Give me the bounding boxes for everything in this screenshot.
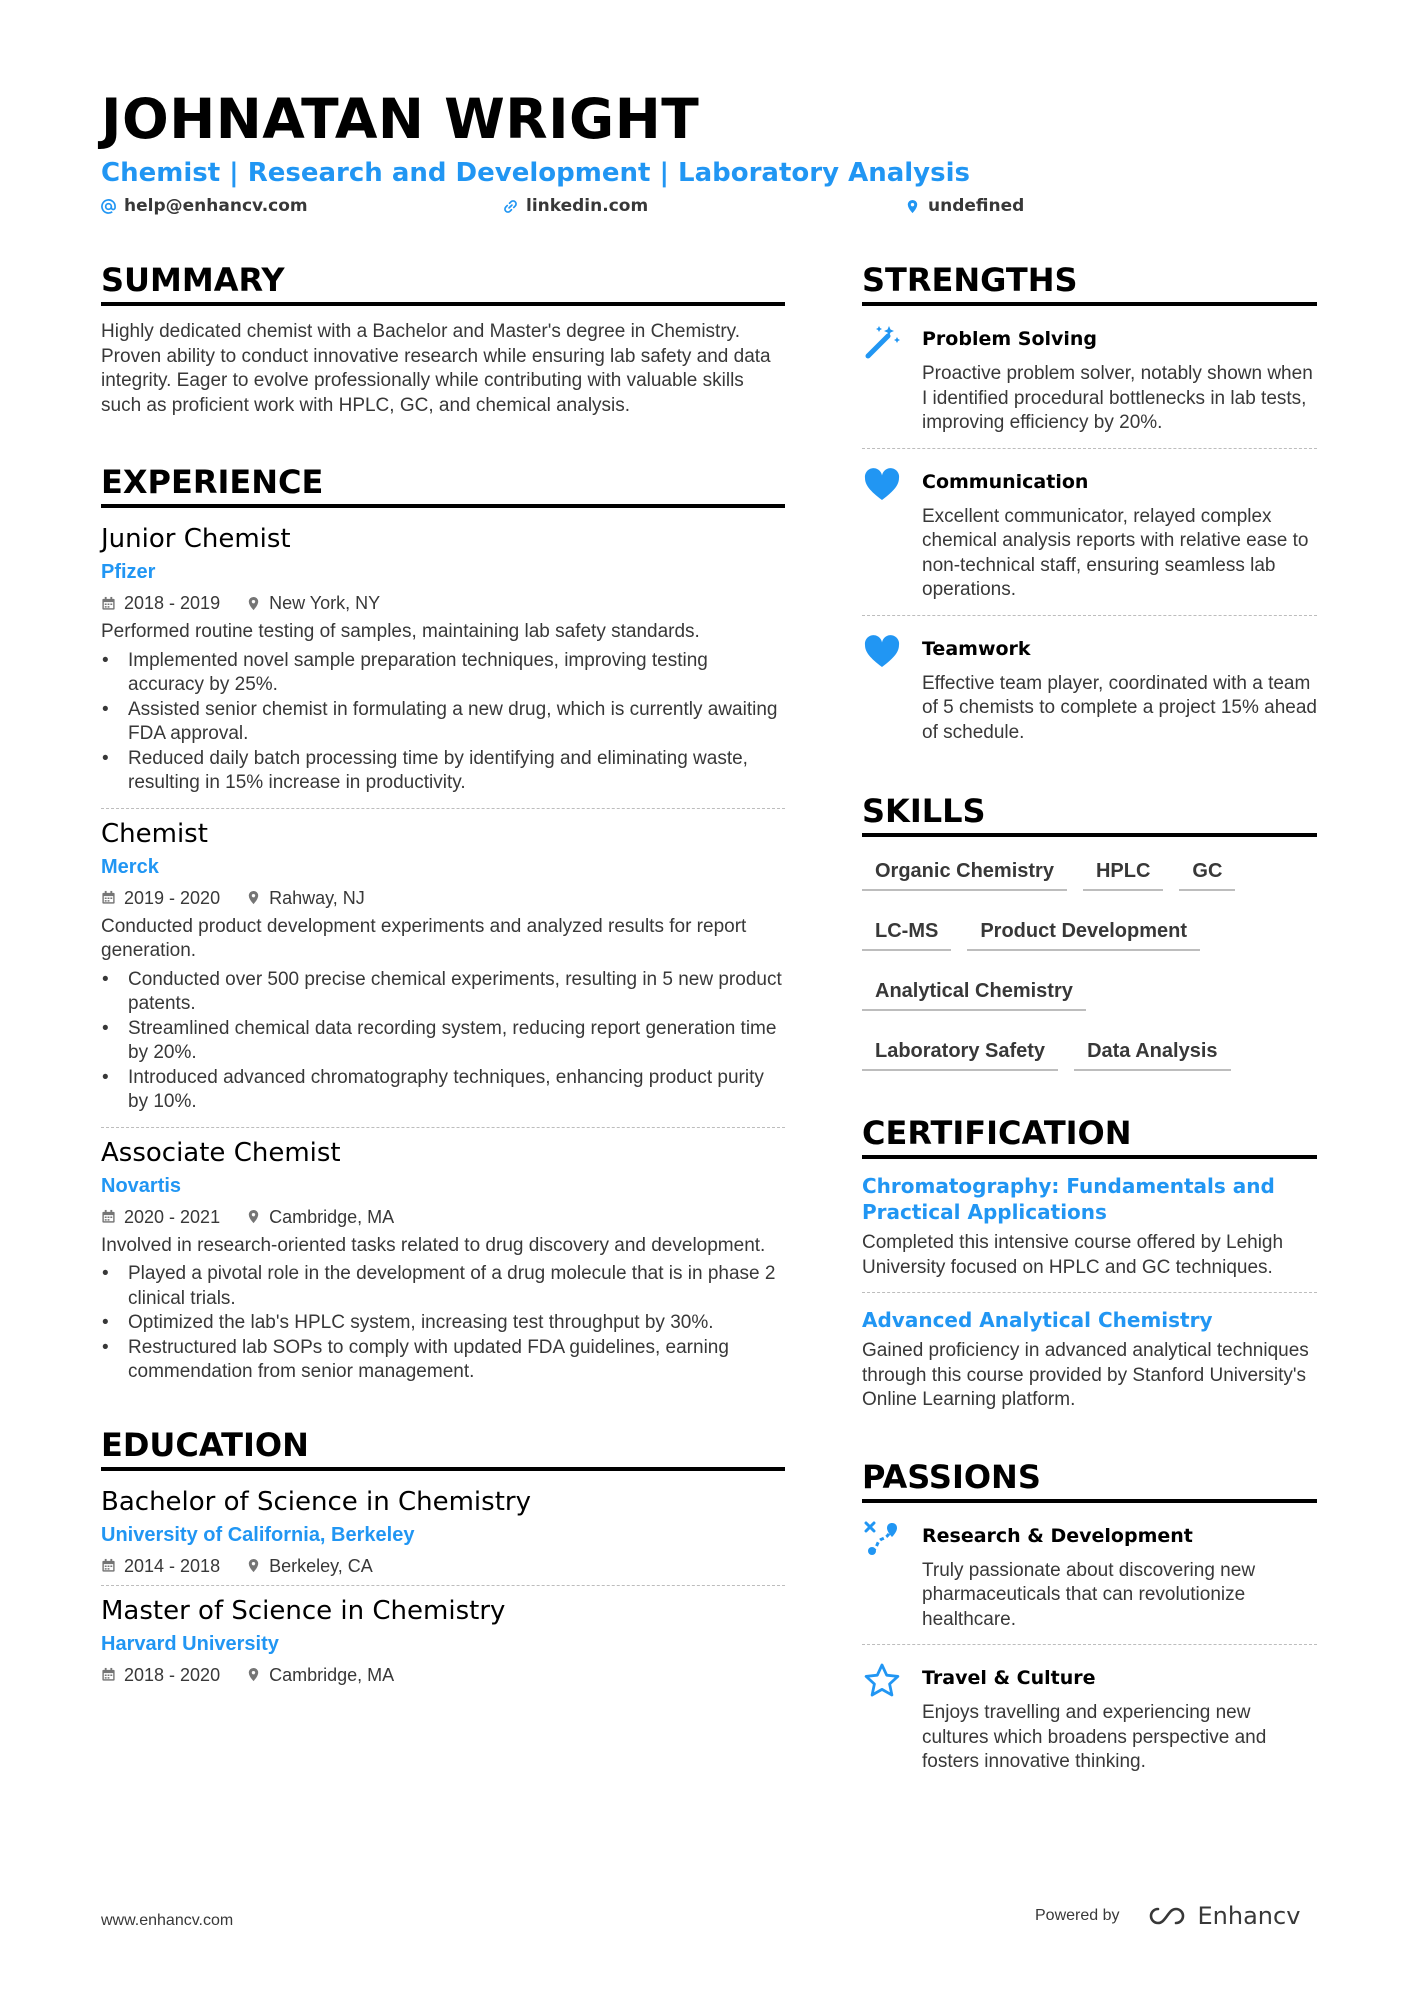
job-summary: Involved in research-oriented tasks related to drug discovery and development. <box>101 1234 766 1256</box>
skill-tag: Analytical Chemistry <box>862 971 1086 1011</box>
job-entry <box>101 1136 785 1385</box>
job-dates-text: 2020 - 2021 <box>124 1206 221 1227</box>
skill-tag: GC <box>1179 851 1235 891</box>
passion-text: Enjoys travelling and experiencing new cultures which broadens perspective and fosters innovative thinking. <box>922 1702 1267 1772</box>
job-meta <box>101 590 785 616</box>
location-pin-icon <box>246 1558 261 1573</box>
certification-section <box>862 1113 1317 1413</box>
job-bullet: • Optimized the lab's HPLC system, increasing test throughput by 30%. <box>128 1311 785 1336</box>
job-bullet: • Implemented novel sample preparation techniques, improving testing accuracy by 25%. <box>128 649 785 698</box>
enhancv-brand-text: Enhancv <box>1197 1902 1301 1930</box>
strength-title: Teamwork <box>922 637 1031 660</box>
footer-website[interactable]: www.enhancv.com <box>101 1912 234 1929</box>
summary-text: Highly dedicated chemist with a Bachelor and Master's degree in Chemistry. Proven ability to conduct innovative research while ensuring lab safety and data integrity. Eager to evolve professionally while contributing with valuable skills such as proficient work with HPLC, GC, and chemical analysis. <box>101 321 771 416</box>
heart-icon <box>862 463 906 603</box>
strength-title: Communication <box>922 470 1089 493</box>
skill-tag: Data Analysis <box>1074 1031 1230 1071</box>
education-meta <box>101 1662 785 1688</box>
contact-email[interactable] <box>101 196 308 216</box>
contact-row <box>101 196 1321 222</box>
certification-text: Gained proficiency in advanced analytical techniques through this course provided by Stanford University's Online Learning platform. <box>862 1340 1309 1410</box>
certification-text: Completed this intensive course offered by Lehigh University focused on HPLC and GC techniques. <box>862 1232 1284 1278</box>
passion-title: Research & Development <box>922 1524 1193 1547</box>
location-text: undefined <box>928 196 1025 216</box>
certification-heading: CERTIFICATION <box>862 1113 1317 1159</box>
summary-section <box>101 260 785 418</box>
strength-item <box>862 320 1317 436</box>
job-entry <box>101 522 785 796</box>
linkedin-text: linkedin.com <box>526 196 649 216</box>
job-bullet: • Restructured lab SOPs to comply with updated FDA guidelines, earning commendation from senior management. <box>128 1336 785 1385</box>
strengths-section <box>862 260 1317 745</box>
resume-header <box>101 86 1321 222</box>
education-entry <box>101 1485 785 1579</box>
star-icon <box>862 1659 906 1775</box>
strength-title: Problem Solving <box>922 328 1098 350</box>
certification-item <box>862 1307 1317 1413</box>
education-dates <box>101 1662 220 1688</box>
footer-branding <box>1035 1902 1300 1930</box>
calendar-icon <box>101 596 116 611</box>
experience-heading: EXPERIENCE <box>101 462 785 508</box>
calendar-icon <box>101 890 116 905</box>
job-bullet: • Introduced advanced chromatography techniques, enhancing product purity by 10%. <box>128 1066 785 1115</box>
divider <box>862 615 1317 616</box>
education-dates <box>101 1553 220 1579</box>
school-name: Harvard University <box>101 1632 279 1655</box>
education-heading: EDUCATION <box>101 1425 785 1471</box>
job-summary: Performed routine testing of samples, maintaining lab safety standards. <box>101 621 700 642</box>
skill-tag: Product Development <box>967 911 1200 951</box>
right-column <box>862 260 1317 1819</box>
education-location <box>246 1553 373 1579</box>
passion-item <box>862 1517 1317 1633</box>
education-meta <box>101 1553 785 1579</box>
strength-text: Proactive problem solver, notably shown when I identified procedural bottlenecks in lab tests, improving efficiency by 20%. <box>922 363 1313 433</box>
at-icon <box>101 199 116 214</box>
passion-item <box>862 1659 1317 1775</box>
passions-section <box>862 1457 1317 1775</box>
divider <box>101 808 785 809</box>
job-location-text: Cambridge, MA <box>269 1206 395 1227</box>
calendar-icon <box>101 1558 116 1573</box>
divider <box>862 448 1317 449</box>
experience-section <box>101 462 785 1385</box>
job-location-text: Rahway, NJ <box>269 887 365 908</box>
education-location-text: Berkeley, CA <box>269 1555 373 1576</box>
job-bullets <box>101 968 785 1115</box>
degree-title: Bachelor of Science in Chemistry <box>101 1486 531 1517</box>
job-bullet: • Conducted over 500 precise chemical experiments, resulting in 5 new product patents. <box>128 968 785 1017</box>
strength-text: Effective team player, coordinated with a team of 5 chemists to complete a project 15% ahead of schedule. <box>922 672 1318 743</box>
left-column <box>101 260 785 1732</box>
enhancv-logo-icon <box>1144 1905 1190 1927</box>
job-location <box>246 590 380 616</box>
education-location <box>246 1662 394 1688</box>
job-bullet: • Played a pivotal role in the development of a drug molecule that is in phase 2 clinical trials. <box>128 1262 785 1311</box>
education-section <box>101 1425 785 1688</box>
certification-title: Chromatography: Fundamentals and Practical Applications <box>862 1174 1275 1224</box>
job-bullets <box>101 649 785 796</box>
job-bullet: • Streamlined chemical data recording system, reducing report generation time by 20%. <box>128 1017 785 1066</box>
certification-item <box>862 1173 1317 1280</box>
strength-text: Excellent communicator, relayed complex chemical analysis reports with relative ease to non-technical staff, ensuring seamless lab operations. <box>922 505 1309 600</box>
magic-wand-icon <box>862 320 906 436</box>
heart-icon <box>862 630 906 746</box>
job-role: Associate Chemist <box>101 1137 341 1168</box>
location-pin-icon <box>246 1209 261 1224</box>
job-bullet: • Reduced daily batch processing time by identifying and eliminating waste, resulting in 15% increase in productivity. <box>128 747 785 796</box>
calendar-icon <box>101 1209 116 1224</box>
strengths-heading: STRENGTHS <box>862 260 1317 306</box>
school-name: University of California, Berkeley <box>101 1523 415 1546</box>
job-bullets <box>101 1262 785 1385</box>
job-company: Novartis <box>101 1174 182 1197</box>
strength-item <box>862 630 1317 746</box>
education-entry <box>101 1594 785 1688</box>
job-dates <box>101 1204 220 1230</box>
passions-heading: PASSIONS <box>862 1457 1317 1503</box>
education-location-text: Cambridge, MA <box>269 1664 395 1685</box>
passion-title: Travel & Culture <box>922 1667 1096 1689</box>
contact-linkedin[interactable] <box>503 196 648 216</box>
location-pin-icon <box>246 1667 261 1682</box>
job-meta <box>101 885 785 911</box>
location-pin-icon <box>246 890 261 905</box>
calendar-icon <box>101 1667 116 1682</box>
job-role: Junior Chemist <box>101 524 291 554</box>
job-dates <box>101 590 220 616</box>
education-dates-text: 2014 - 2018 <box>124 1555 221 1576</box>
job-dates <box>101 885 220 911</box>
candidate-title: Chemist | Research and Development | Laboratory Analysis <box>101 158 970 188</box>
job-entry <box>101 817 785 1115</box>
job-company: Merck <box>101 855 159 878</box>
job-location <box>246 1204 394 1230</box>
education-dates-text: 2018 - 2020 <box>124 1664 221 1685</box>
job-dates-text: 2018 - 2019 <box>124 593 221 613</box>
skill-tag: HPLC <box>1083 851 1163 891</box>
location-pin-icon <box>905 199 920 214</box>
job-meta <box>101 1204 785 1230</box>
powered-by-label: Powered by <box>1035 1907 1120 1924</box>
summary-heading: SUMMARY <box>101 260 785 306</box>
certification-title: Advanced Analytical Chemistry <box>862 1308 1213 1332</box>
skill-tag: Laboratory Safety <box>862 1031 1058 1071</box>
skills-list <box>862 851 1317 1071</box>
job-dates-text: 2019 - 2020 <box>124 887 221 908</box>
skill-tag: LC-MS <box>862 911 951 951</box>
divider <box>862 1292 1317 1293</box>
skills-section <box>862 791 1317 1071</box>
route-icon <box>862 1517 906 1633</box>
location-pin-icon <box>246 596 261 611</box>
enhancv-logo[interactable] <box>1144 1902 1301 1930</box>
passion-text: Truly passionate about discovering new pharmaceuticals that can revolutionize healthcare. <box>922 1559 1256 1630</box>
job-summary: Conducted product development experiments and analyzed results for report generation. <box>101 915 747 961</box>
job-location <box>246 885 365 911</box>
degree-title: Master of Science in Chemistry <box>101 1595 506 1626</box>
job-role: Chemist <box>101 818 208 849</box>
strength-item <box>862 463 1317 603</box>
job-company: Pfizer <box>101 561 156 583</box>
divider <box>101 1127 785 1128</box>
email-text: help@enhancv.com <box>124 196 308 216</box>
link-icon <box>503 199 518 214</box>
divider <box>862 1644 1317 1645</box>
divider <box>101 1585 785 1586</box>
job-bullet: • Assisted senior chemist in formulating a new drug, which is currently awaiting FDA approval. <box>128 698 785 747</box>
candidate-name: JOHNATAN WRIGHT <box>101 87 700 151</box>
skill-tag: Organic Chemistry <box>862 851 1067 891</box>
skills-heading: SKILLS <box>862 791 1317 837</box>
job-location-text: New York, NY <box>269 593 381 613</box>
contact-location <box>905 196 1024 216</box>
